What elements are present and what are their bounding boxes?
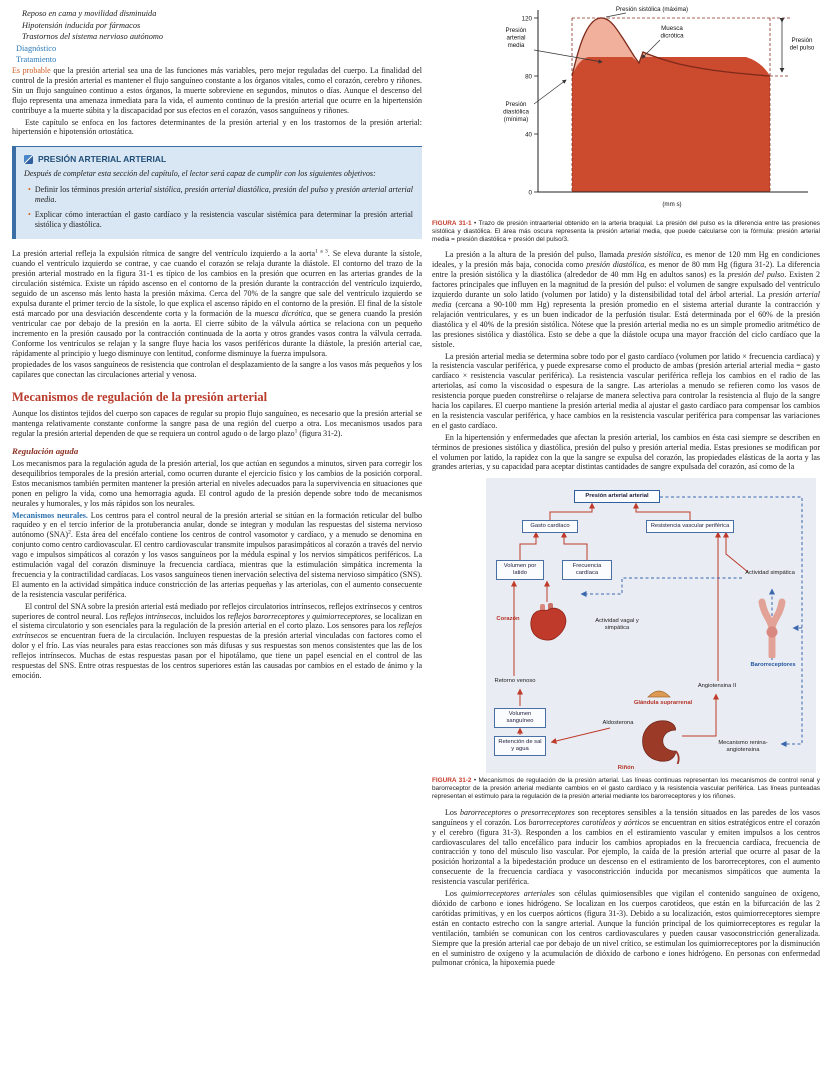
outline-item: Reposo en cama y movilidad disminuida (22, 9, 157, 18)
arterial-pressure-chart (494, 2, 816, 216)
paragraph-acute-regulation: Los mecanismos para la regulación aguda de la presión arterial, los que actúan en segundos a minutos, sirven para corregir los desequilibrios temporales de la presión arterial, como ocurren durante el ejercicio físico y los cambios de la posición corporal. Estos mecanismos también permiten mantener la presión arterial en niveles adecuados para la supervivencia en situaciones que ponen en peligro la vida, como una hemorragia aguda. El control agudo de la presión depende sobre todo de mecanismos neurales y humorales, y los más rápidos son los neurales. (12, 458, 422, 508)
label-diastolic-3: (mínima) (503, 116, 529, 123)
paragraph-sna-control: El control del SNA sobre la presión arterial está mediado por reflejos circulatorios intrínsecos, reflejos extrínsecos y centros superiores de control neural. Los reflejos intrínsecos, incluidos los reflejos barorreceptores y quimiorreceptores, se localizan en el sistema circulatorio y son esenciales para la regulación de la presión arterial en el corto plazo. Los sensores para los reflejos extrínsecos se encuentran fuera de la circulación. Incluyen respuestas de la presión arterial vinculadas con factores como el dolor y el frío. Las vías neurales para estas reacciones son más difusas y sus respuestas son menos consistentes que las de los reflejos intrínsecos. Muchas de estas respuestas pasan por el hipotálamo, que tiene un papel esencial en el control de las respuestas del SNS. Entre otras respuestas de los centros superiores están las causadas por cambios en el estado de ánimo y la emoción. (12, 601, 423, 680)
label-mean-1: Presión (505, 27, 527, 34)
label-retorno-venoso: Retorno venoso (494, 678, 536, 685)
mean-pressure-area (572, 57, 770, 192)
kidney-illustration (638, 718, 682, 764)
ytick-80: 80 (525, 73, 532, 81)
objective-item (28, 210, 413, 231)
paragraph-systolic-diastolic: La presión a la altura de la presión del pulso, llamada presión sistólica, es menor de 120 mm Hg en condiciones ideales, y la presión más baja, conocida como presión diastólica, es menor de 80 mm Hg (figura 31-2). La diferencia entre la presión sistólica y la diastólica (alrededor de 40 mm Hg en adultos sanos) es la presión del pulso. Existen 2 factores principales que influyen en la magnitud de la presión del pulso: el volumen de sangre expulsado del ventrículo izquierdo durante un solo latido (volumen por latido) y la distensibilidad total del árbol arterial. La presión arterial media (cercana a 90-100 mm Hg) representa la presión promedio en el sistema arterial durante la contracción y relajación ventriculares, y es un buen indicador de la perfusión tisular. Está determinada por el 60% de la presión diastólica y el 40% de la presión sistólica. Nótese que la presión arterial media no es un simple promedio aritmético de las presiones sistólica y diastólica. Esto se debe a que la diástole ocupa una mayor fracción del ciclo cardíaco que la sístole. (432, 250, 821, 349)
label-diastolic-1: Presión (505, 101, 527, 108)
chapter-outline (12, 8, 422, 66)
label-actividad-vagal-simpatica: Actividad vagal y simpática (595, 618, 639, 632)
outline-item: Trastornos del sistema nervioso autónomo (22, 32, 164, 42)
heart-illustration (526, 602, 570, 642)
right-column (432, 2, 820, 970)
label-angiotensina: Angiotensina II (697, 683, 737, 690)
node-resistencia-vascular: Resistencia vascular periférica (646, 520, 734, 533)
node-presion-arterial: Presión arterial arterial (574, 490, 660, 503)
figure-31-1 (494, 2, 816, 216)
node-volumen-sanguineo: Volumen sanguíneo (494, 708, 546, 727)
objectives-intro: Después de completar esta sección del capítulo, el lector será capaz de cumplir con los siguientes objetivos: (24, 169, 376, 179)
outline-item: Hipotensión inducida por fármacos (22, 20, 141, 30)
label-mean-2: arterial (506, 34, 526, 42)
outline-link-diagnostico[interactable]: Diagnóstico (16, 43, 57, 53)
objective-text: Explicar cómo interactúan el gasto cardíaco y la resistencia vascular sistémica para determinar la presión arterial sistólica y diastólica. (34, 209, 413, 230)
label-mecanismo-renina: Mecanismo renina-angiotensina (718, 740, 768, 754)
paragraph-intro: Es probable que la presión arterial sea una de las funciones más variables, pero mejor reguladas del cuerpo. La finalidad del control de la presión arterial es mantener el flujo sanguíneo constante a los órganos vitales, como el corazón, cerebro y riñones. Sin un flujo sanguíneo continuo a estos órganos, la muerte sobreviene en segundos, minutos o días. Aunque el descenso del flujo representa una amenaza inmediata para la vida, el aumento continuo de la presión arterial que ocurre en la hipertensión contribuye a la muerte súbita y la discapacidad por sus efectos en el corazón, vasos sanguíneos y riñones. (12, 66, 422, 115)
paragraph-regulation: Aunque los distintos tejidos del cuerpo son capaces de regular su propio flujo sanguíneo, es necesario que la presión arterial se mantenga relativamente constante conforme la sangre pasa de una región del cuerpo a otra. Los mecanismos usados para regular la presión arterial dependen de que se requiera un control agudo o de largo plazo$^1$ (figura 31-2). (12, 409, 422, 439)
paragraph-continuation: propiedades de los vasos sanguíneos de resistencia que controlan el desplazamiento de la sangre a los vasos más pequeños y los capilares que conectan las circulaciones arterial y venosa. (12, 360, 422, 380)
label-diastolic-2: diastólica (503, 108, 529, 116)
bullet-icon: • (28, 209, 31, 219)
label-systolic: Presión sistólica (máxima) (615, 6, 689, 13)
paragraph-barorreceptores: Los barorreceptores o presorreceptores son receptores sensibles a la tensión situados en las paredes de los vasos sanguíneos y el corazón. Los barorreceptores carotídeos y aórticos se encuentran en sitios estratégicos entre el corazón y el cerebro (figura 31-3). Responden a los cambios en el estiramiento vascular y emiten impulsos a los centros cardiovasculares del tallo encefálico para inducir los cambios apropiados en la frecuencia cardíaca, frecuencia de contracción y tono del músculo liso vascular. Por ejemplo, la caída de la presión arterial que ocurre al pasar de la posición horizontal a la bipedestación produce un descenso en el estiramiento de los barorreceptores, con el aumento consecuente de la frecuencia cardíaca y vasoconstricción inducida por mecanismos simpáticos que aumenta la resistencia vascular periférica. (432, 807, 821, 887)
figure-label: FIGURA 31-2 (432, 777, 472, 785)
figure-caption-text: • Trazo de presión intraarterial obtenido en la arteria braquial. La presión del pulso es la diferencia entre las presiones sistólica y diastólica. El área más oscura representa la presión arterial media, que puede calcularse con la fórmula: presión arterial media = presión diastólica + presión del pulso/3. (432, 220, 820, 243)
figure-31-2-caption (432, 777, 820, 800)
label-glandula-suprarrenal: Glándula suprarrenal (633, 700, 693, 707)
objectives-title-text: PRESIÓN ARTERIAL ARTERIAL (38, 154, 167, 165)
objective-text: Definir los términos presión arterial sistólica, presión arterial diastólica, presión del pulso y presión arterial arterial media. (34, 184, 414, 205)
label-notch-1: Muesca (661, 25, 683, 32)
carotid-baroreceptor-illustration (754, 596, 790, 658)
axis-ticks (534, 18, 538, 192)
xaxis-unit: (mm s) (662, 201, 682, 208)
section-heading: Mecanismos de regulación de la presión arterial (12, 390, 268, 405)
node-gasto-cardiaco: Gasto cardíaco (522, 520, 578, 533)
figure-31-1-caption (432, 220, 820, 243)
figure-label: FIGURA 31-1 (432, 220, 472, 227)
ytick-40: 40 (525, 131, 532, 139)
leader-systolic (606, 13, 626, 17)
subsection-heading: Regulación aguda (12, 445, 79, 456)
outline-link-tratamiento[interactable]: Tratamiento (16, 55, 57, 65)
leader-diastolic (534, 80, 566, 104)
objective-item (28, 185, 413, 206)
figure-31-2 (486, 478, 816, 773)
objectives-icon (24, 155, 33, 164)
label-pulse-2: del pulso (789, 44, 815, 52)
label-corazon: Corazón (496, 616, 520, 623)
label-actividad-simpatica: Actividad simpática (745, 570, 795, 577)
label-notch-2: dicrótica (660, 32, 684, 40)
paragraph-mean-pressure: La presión arterial media se determina sobre todo por el gasto cardíaco (volumen por latido × frecuencia cardíaca) y la resistencia vascular periférica, y puede expresarse como el producto de ambas (presión arterial arterial media = gasto cardíaco × resistencia vascular periférica). La resistencia vascular periférica refleja los cambios en el radio de las arteriolas, así como la viscosidad o espesura de la sangre. Las arteriolas a menudo se refieren como los vasos de resistencia porque pueden constreñirse o relajarse de manera selectiva para controlar la resistencia al flujo de la sangre hacia los capilares. El cuerpo mantiene la presión arterial media al ajustar el gasto cardíaco para compensar los cambios en la resistencia vascular periférica, y hace cambios en la resistencia vascular periférica para compensar las variaciones en el gasto cardíaco. (432, 351, 820, 430)
node-volumen-por-latido: Volumen por latido (496, 560, 544, 579)
adrenal-gland-illustration (646, 684, 672, 698)
paragraph-quimiorreceptores: Los quimiorreceptores arteriales son células quimiosensibles que vigilan el contenido sanguíneo de oxígeno, dióxido de carbono e iones hidrógeno. Se localizan en los cuerpos carotídeos, que están en la bifurcación de las 2 carótidas primitivas, y en los cuerpos aórticos (figura 31-3). Debido a su localización, estos quimiorreceptores siempre están en contacto estrecho con la sangre arterial. Aunque la función principal de los quimiorreceptores es regular la ventilación, también se comunican con los centros cardiovasculares y pueden causar vasoconstricción generalizada. Siempre que la presión arterial cae por debajo de un nivel crítico, se estimulan los quimiorreceptores por la disminución en el suministro de oxígeno y la acumulación de dióxido de carbono e iones hidrógeno. En personas con enfermedad pulmonar crónica, la hipoxemia puede (432, 889, 821, 968)
label-barorreceptores: Barorreceptores (750, 662, 796, 669)
ytick-120: 120 (521, 15, 532, 23)
paragraph-hypertension: En la hipertensión y enfermedades que afectan la presión arterial, los cambios en ésta casi siempre se describen en términos de presiones sistólica y diastólica, presión del pulso y presión arterial media. Estas presiones se modifican por el volumen por latido, la rapidez con la que la sangre se expulsa del corazón, las propiedades elásticas de la aorta y las grandes arterias, y su capacidad para aceptar distintas cantidades de sangre expulsada del corazón, así como de la (432, 432, 820, 472)
label-rinon: Riñón (617, 765, 635, 772)
label-aldosterona: Aldosterona (602, 720, 634, 727)
bullet-icon: • (28, 184, 31, 194)
left-column (12, 8, 422, 683)
ytick-0: 0 (528, 189, 532, 197)
label-mean-3: media (507, 42, 525, 49)
node-retencion-sal-agua: Retención de sal y agua (494, 736, 546, 755)
paragraph-pressure-wave: La presión arterial refleja la expulsión rítmica de sangre del ventrículo izquierdo a la aorta$^{1 a 3}$. Se eleva durante la sístole, cuando el ventrículo izquierdo se contrae, y cae cuando el corazón se relaja durante la diástole. El contorno del trazo de la presión arterial mostrado en la figura 31-1 es típico de los cambios en la presión que ocurren en las arterias grandes de la circulación sistémica. Existe un rápido ascenso en el contorno de la presión durante la contracción del ventrículo izquierdo, seguido de un ascenso más lento hasta la presión máxima. Cerca del 70% de la sangre que sale del ventrículo izquierdo se expulsa durante el primer tercio de la sístole, lo que explica el ascenso rápido en el contorno de la presión. El final de la sístole está marcado por una desviación descendente corta y la formación de la muesca dicrótica, que se genera cuando la presión ventricular cae por debajo de la presión en la aorta. El cierre súbito de la válvula aórtica se relaciona con un pequeño incremento en la presión causado por la contracción continuada de la aorta y otros grandes vasos contra la válvula cerrada. Conforme los ventrículos se relajan y la sangre fluye hacia los vasos periféricos durante la diástole, la presión arterial cae, rápidamente al principio y luego disminuye con lentitud, conforme disminuye la fuerza impulsora. (12, 248, 423, 358)
node-frecuencia-cardiaca: Frecuencia cardíaca (562, 560, 612, 579)
objectives-title (24, 154, 413, 164)
figure-caption-text: • Mecanismos de regulación de la presión arterial. Las líneas continuas representan los mecanismos de control renal y barorreceptor de la presión arterial mediante cambios en el gasto cardíaco y la resistencia vascular periférica. Las líneas punteadas representan el estímulo para la regulación de la presión arterial mediante los barorreceptores y los riñones. (432, 777, 820, 800)
paragraph-chapter-focus: Este capítulo se enfoca en los factores determinantes de la presión arterial y en los trastornos de la presión arterial: hipertensión e hipotensión ortostática. (12, 117, 422, 137)
label-pulse-1: Presión (791, 37, 813, 44)
objectives-box (12, 146, 422, 239)
paragraph-neural-mechanisms: Mecanismos neurales. Los centros para el control neural de la presión arterial se sitúan en la formación reticular del bulbo raquídeo y en el tercio inferior de la protuberancia anular, donde se integran y modulan las respuestas del sistema nervioso autónomo (SNA)$^2$. Esta área del encéfalo contiene los centros de control vasomotor y cardíaco, y a menudo se denomina en conjunto como centro cardiovascular. El centro cardiovascular transmite impulsos parasimpáticos al corazón a través del nervio vago e impulsos simpáticos al corazón y los vasos sanguíneos por la médula espinal y los nervios simpáticos periféricos. La estimulación vagal del corazón disminuye la frecuencia cardíaca, mientras que la estimulación simpática incrementa la frecuencia y la contractilidad cardíacas. Los vasos sanguíneos tienen inervación selectiva del sistema nervioso simpático (SNS). El aumento en la actividad simpática induce constricción de las arterias pequeñas y las arteriolas, con el aumento consecuente de la resistencia vascular periférica. (12, 510, 423, 599)
